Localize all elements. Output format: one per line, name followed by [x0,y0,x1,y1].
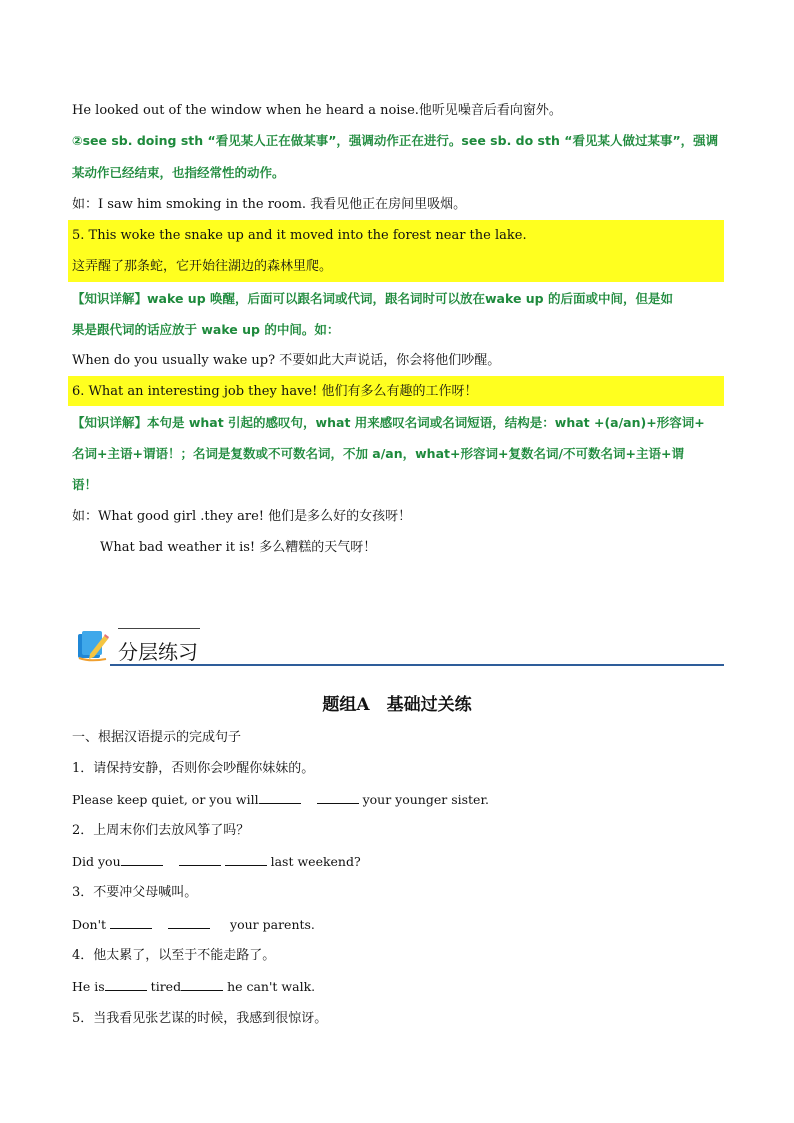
question-text: Please keep quiet, or you will [72,792,259,807]
question-prompt: 5．当我看见张艺谋的时候，我感到很惊讶。 [72,1011,328,1026]
divider [118,628,200,629]
question-text: Did you [72,854,121,869]
group-title: 题组A 基础过关练 [322,695,472,715]
key-sentence-translation: 这弄醒了那条蛇，它开始往湖边的森林里爬。 [72,259,333,274]
question-text: he can't walk. [227,979,316,994]
answer-blank[interactable] [181,978,223,991]
grammar-note: ②see sb. doing sth “看见某人正在做某事”，强调动作正在进行。see sb. do sth “看见某人做过某事”，强调 [72,133,719,148]
answer-blank[interactable] [225,853,267,866]
knowledge-explanation: 名词+主语+谓语！；名词是复数或不可数名词，不加 a/an，what+形容词+复数名词/不可数名词+主语+谓 [72,446,684,461]
sentence-example: What bad weather it is! 多么糟糕的天气呀！ [100,540,377,555]
answer-blank[interactable] [110,916,152,929]
question-sentence [72,916,724,934]
answer-blank[interactable] [259,791,301,804]
knowledge-explanation: 【知识详解】本句是 what 引起的感叹句，what 用来感叹名词或名词短语，结构是：what +(a/an)+形容词+ [72,415,705,430]
answer-blank[interactable] [317,791,359,804]
question-text: Don't [72,917,107,932]
sentence-example: 如：I saw him smoking in the room. 我看见他正在房间里吸烟。 [72,197,467,212]
question-prompt: 2．上周末你们去放风筝了吗？ [72,823,250,838]
answer-blank[interactable] [105,978,147,991]
section-title: 分层练习 [118,640,198,664]
question-text: tired [150,979,182,994]
grammar-note: 某动作已经结束，也指经常性的动作。 [72,165,285,180]
knowledge-explanation: 【知识详解】wake up 唤醒，后面可以跟名词或代词，跟名词时可以放在wake up 的后面或中间，但是如 [72,291,673,306]
question-sentence [72,853,724,871]
divider [110,664,724,666]
answer-blank[interactable] [121,853,163,866]
question-prompt: 1．请保持安静，否则你会吵醒你妹妹的。 [72,761,315,776]
knowledge-explanation: 语！ [72,477,98,492]
question-text: last weekend? [270,854,361,869]
question-text: He is [72,979,105,994]
answer-blank[interactable] [179,853,221,866]
question-text: your younger sister. [362,792,490,807]
sentence-example: He looked out of the window when he heard a noise.他听见噪音后看向窗外。 [72,103,562,118]
key-sentence: 5. This woke the snake up and it moved into the forest near the lake. [72,228,527,243]
question-prompt: 3．不要冲父母喊叫。 [72,885,198,900]
question-text: your parents. [230,917,315,932]
knowledge-explanation: 果是跟代词的话应放于 wake up 的中间。如： [72,322,340,337]
question-sentence [72,978,724,996]
book-pencil-icon [76,628,112,662]
answer-blank[interactable] [168,916,210,929]
sentence-example: 如：What good girl .they are! 他们是多么好的女孩呀！ [72,509,412,524]
question-prompt: 4．他太累了，以至于不能走路了。 [72,948,276,963]
key-sentence: 6. What an interesting job they have! 他们有多么有趣的工作呀！ [72,384,478,399]
question-sentence [72,791,724,809]
sentence-example: When do you usually wake up? 不要如此大声说话，你会将他们吵醒。 [72,353,501,368]
exercise-heading: 一、根据汉语提示的完成句子 [72,730,242,745]
